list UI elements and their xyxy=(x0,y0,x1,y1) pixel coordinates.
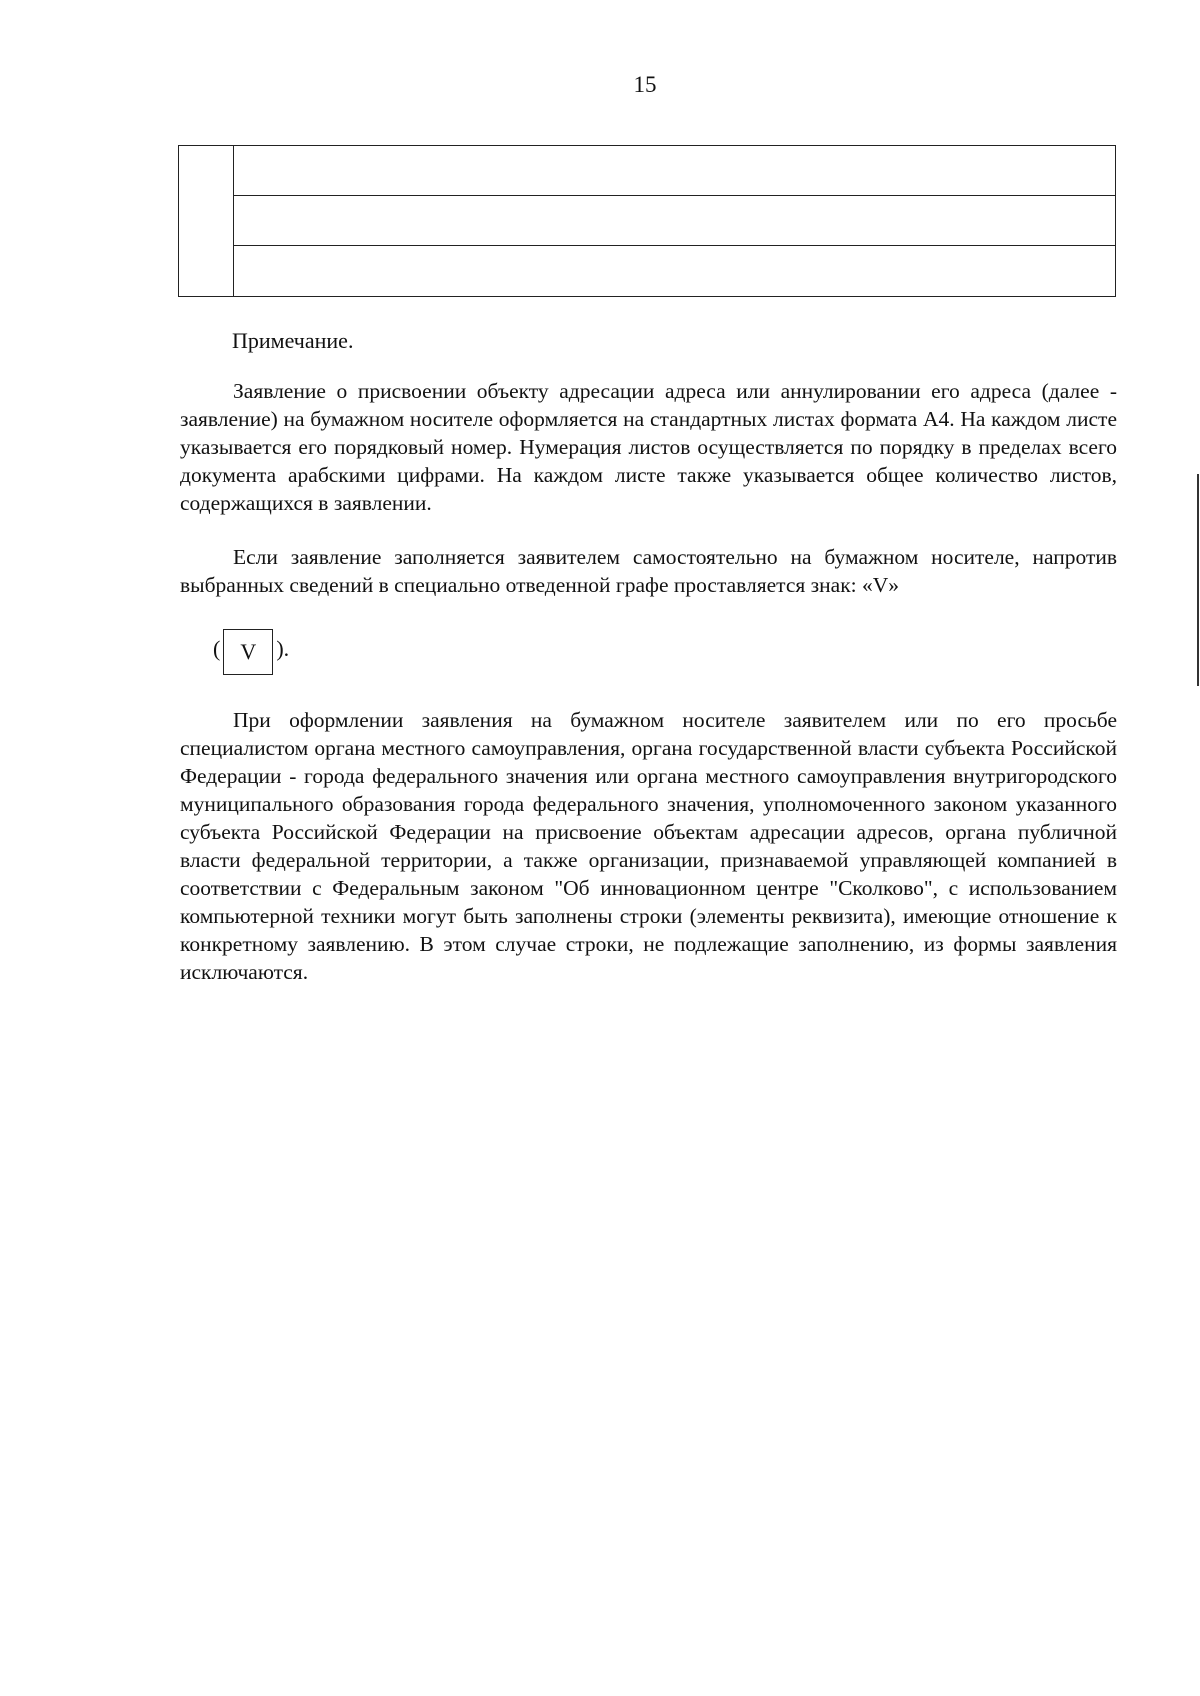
v-mark-close-paren: ). xyxy=(276,636,290,661)
v-mark-open-paren: ( xyxy=(213,636,221,661)
v-mark-example xyxy=(213,626,289,672)
note-title: Примечание. xyxy=(232,328,354,353)
note-paragraph-format: Заявление о присвоении объекту адресации адреса или аннулировании его адреса (далее - заявление) на бумажном носителе оформляется на стандартных листах формата А4. На каждом листе указывается его порядковый номер. Нумерация листов осуществляется по порядку в пределах всего документа арабскими цифрами. На каждом листе также указывается общее количество листов, содержащихся в заявлении. xyxy=(180,379,1117,515)
form-table-left-column xyxy=(179,146,234,296)
form-table xyxy=(178,145,1116,297)
form-table-row-divider xyxy=(234,195,1115,196)
margin-scan-line xyxy=(1197,474,1199,686)
form-table-row-divider xyxy=(234,245,1115,246)
note-paragraph-computer-fill: При оформлении заявления на бумажном носителе заявителем или по его просьбе специалистом органа местного самоуправления, органа государственной власти субъекта Российской Федерации - города федерального значения или органа местного самоуправления внутригородского муниципального образования города федерального значения, уполномоченного законом указанного субъекта Российской Федерации на присвоение объектам адресации адресов, органа публичной власти федеральной территории, а также организации, признаваемой управляющей компанией в соответствии с Федеральным законом "Об инновационном центре "Сколково", с использованием компьютерной техники могут быть заполнены строки (элементы реквизита), имеющие отношение к конкретному заявлению. В этом случае строки, не подлежащие заполнению, из формы заявления исключаются. xyxy=(180,708,1117,984)
note-paragraph-v-mark: Если заявление заполняется заявителем самостоятельно на бумажном носителе, напротив выбранных сведений в специально отведенной графе проставляется знак: «V» xyxy=(180,545,1117,597)
page-number: 15 xyxy=(633,72,657,97)
v-mark-box: V xyxy=(223,629,273,675)
